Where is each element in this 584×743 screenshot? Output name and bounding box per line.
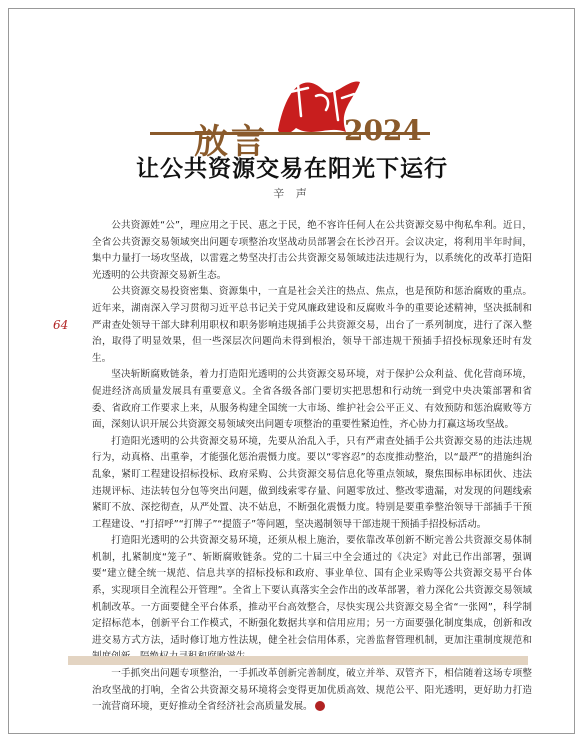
column-header — [100, 70, 422, 162]
article-title: 让公共资源交易在阳光下运行 — [136, 155, 448, 182]
paragraph: 公共资源交易投资密集、资源集中，一直是社会关注的热点、焦点，也是预防和惩治腐败的重点。近年来，湖南深入学习贯彻习近平总书记关于党风廉政建设和反腐败斗争的重要论述精神，坚决抵制和严肃查处领导干部大肆利用职权和职务影响违规插手公共资源交易，出台了一系列制度，进行了深入整治，取得了明显效果，但一些深层次问题尚未得到根治，领导干部违规干预插手招投标现象还时有发生。 — [92, 286, 532, 364]
column-year: 2024 — [344, 114, 422, 147]
end-mark-icon — [315, 701, 325, 711]
paragraph: 坚决斩断腐败链条，着力打造阳光透明的公共资源交易环境，对于保护公众利益、优化营商环境，促进经济高质量发展具有重要意义。全省各级各部门要切实把思想和行动统一到党中央决策部署和省委、省政府工作要求上来，从服务构建全国统一大市场、维护社会公平正义、有效预防和惩治腐败等方面，深刻认识开展公共资源交易领域突出问题专项整治的重要性紧迫性，齐心协力打赢这场攻坚战。 — [92, 369, 532, 431]
article-author: 辛 声 — [273, 187, 311, 200]
paragraph: 公共资源姓“公”，理应用之于民、惠之于民，绝不容许任何人在公共资源交易中徇私牟利。近日，全省公共资源交易领域突出问题专项整治攻坚战动员部署会在长沙召开。会议决定，将利用半年时间，集中力量打一场攻坚战，以雷霆之势坚决打击公共资源交易领域违法违规行为，以系统化的改革打造阳光透明的公共资源交易新生态。 — [92, 220, 532, 281]
page-number: 64 — [53, 318, 69, 332]
paragraph-last — [92, 666, 532, 716]
column-name: 放言 — [194, 122, 268, 162]
paragraph: 打造阳光透明的公共资源交易环境，先要从治乱入手，只有严肃查处插手公共资源交易的违法违规行为，动真格、出重拳，才能强化惩治震慑力度。要以“零容忍”的态度推动整治，以“最严”的措施纠治乱象，紧盯工程建设招标投标、政府采购、公共资源交易信息化等重点领域，聚焦围标串标团伙、违法违规评标、违法转包分包等突出问题，做到线索零存量、问题零放过、整改零遗漏，对发现的问题线索紧盯不放、深挖彻查，从严处置、决不姑息，不断强化震慑力度。特别是要重拳整治领导干部插手干预工程建设、“打招呼”“打牌子”“提篮子”等问题，坚决遏制领导干部违规干预插手招投标活动。 — [92, 435, 532, 530]
paragraph: 打造阳光透明的公共资源交易环境，还须从根上施治，要依靠改革创新不断完善公共资源交易体制机制，扎紧制度“笼子”、斩断腐败链条。党的二十届三中全会通过的《决定》对此已作出部署，强调要“建立健全统一规范、信息共享的招标投标和政府、事业单位、国有企业采购等公共资源交易平台体系，实现项目全流程公开管理”。全省上下要认真落实全会作出的改革部署，着力深化公共资源交易领域机制改革。一方面要健全平台体系，推动平台高效整合，尽快实现公共资源交易全省“一张网”，科学制定招标范本，创新平台工作模式，不断强化数据共享和信用应用；另一方面要强化制度集成，创新和改进交易方式方法，适时修订地方性法规，健全社会信用体系，完善监督管理机制，更加注重制度规范和 — [92, 535, 532, 646]
footer-bar — [68, 656, 528, 665]
paragraph-text: 一手抓突出问题专项整治，一手抓改革创新完善制度，破立并举、双管齐下，相信随着这场专项整治攻坚战的打响，全省公共资源交易环境将会变得更加优质高效、规范公平、阳光透明，更好助力打造一流营商环境，更好推动全省经济社会高质量发展。 — [92, 668, 532, 713]
article-body — [92, 218, 532, 716]
